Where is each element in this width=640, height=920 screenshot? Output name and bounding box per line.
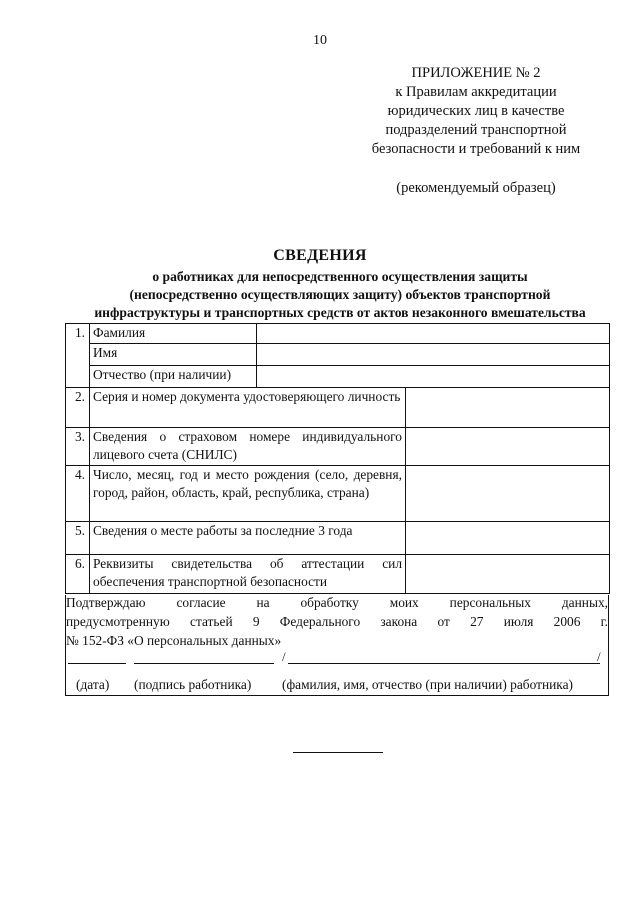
subtitle-line: (непосредственно осуществляющих защиту) объектов транспортной (129, 287, 551, 302)
row-number: 1. (66, 324, 90, 388)
sample-note: (рекомендуемый образец) (396, 180, 556, 196)
field-label-id-document: Серия и номер документа удостоверяющего личность (90, 388, 406, 428)
appendix-line: к Правилам аккредитации (395, 84, 557, 100)
table-row (66, 428, 610, 466)
field-value-birth[interactable] (406, 466, 610, 522)
table-row (66, 388, 610, 428)
field-value-patronymic[interactable] (257, 366, 610, 388)
subtitle-line: о работниках для непосредственного осуществления защиты (152, 269, 528, 284)
field-value-id-document[interactable] (406, 388, 610, 428)
row-number: 3. (66, 428, 90, 466)
consent-block (65, 595, 609, 696)
consent-line: № 152-ФЗ «О персональных данных» (66, 633, 282, 648)
full-name-input-line[interactable] (288, 663, 600, 664)
personnel-form-table (65, 323, 610, 594)
field-value-snils[interactable] (406, 428, 610, 466)
field-label-surname: Фамилия (90, 324, 257, 344)
table-row (66, 522, 610, 555)
separator-slash: / (282, 649, 286, 664)
field-label-patronymic: Отчество (при наличии) (90, 366, 257, 388)
separator-slash: / (597, 649, 601, 664)
document-subtitle (60, 268, 620, 322)
page-number: 10 (313, 33, 327, 48)
date-input-line[interactable] (68, 663, 126, 664)
row-number: 6. (66, 555, 90, 594)
appendix-line: безопасности и требований к ним (371, 141, 581, 157)
table-row (66, 344, 610, 366)
subtitle-line: инфраструктуры и транспортных средств от актов незаконного вмешательства (94, 305, 586, 320)
signature-input-line[interactable] (134, 663, 274, 664)
field-label-certificate: Реквизиты свидетельства об аттестации сил обеспечения транспортной безопасности (90, 555, 406, 594)
appendix-title: ПРИЛОЖЕНИЕ № 2 (411, 65, 541, 81)
document-title: СВЕДЕНИЯ (273, 247, 367, 264)
appendix-block (360, 64, 592, 159)
table-row (66, 555, 610, 594)
full-name-caption: (фамилия, имя, отчество (при наличии) работника) (282, 677, 574, 692)
row-number: 5. (66, 522, 90, 555)
field-value-name[interactable] (257, 344, 610, 366)
signature-caption: (подпись работника) (134, 677, 252, 692)
table-row (66, 324, 610, 344)
field-value-certificate[interactable] (406, 555, 610, 594)
row-number: 4. (66, 466, 90, 522)
field-label-workplace: Сведения о месте работы за последние 3 года (90, 522, 406, 555)
consent-text (66, 593, 608, 650)
table-row (66, 366, 610, 388)
date-caption: (дата) (76, 677, 110, 692)
field-value-surname[interactable] (257, 324, 610, 344)
table-row (66, 466, 610, 522)
closing-rule (293, 752, 383, 753)
row-number: 2. (66, 388, 90, 428)
field-label-birth: Число, месяц, год и место рождения (село, деревня, город, район, область, край, республика, страна) (90, 466, 406, 522)
consent-line: Подтверждаю согласие на обработку моих персональных данных, (66, 595, 608, 610)
consent-line: предусмотренную статьей 9 Федерального закона от 27 июля 2006 г. (66, 614, 608, 629)
appendix-line: юридических лиц в качестве (387, 103, 565, 119)
appendix-line: подразделений транспортной (385, 122, 567, 138)
field-value-workplace[interactable] (406, 522, 610, 555)
field-label-name: Имя (90, 344, 257, 366)
field-label-snils: Сведения о страховом номере индивидуального лицевого счета (СНИЛС) (90, 428, 406, 466)
